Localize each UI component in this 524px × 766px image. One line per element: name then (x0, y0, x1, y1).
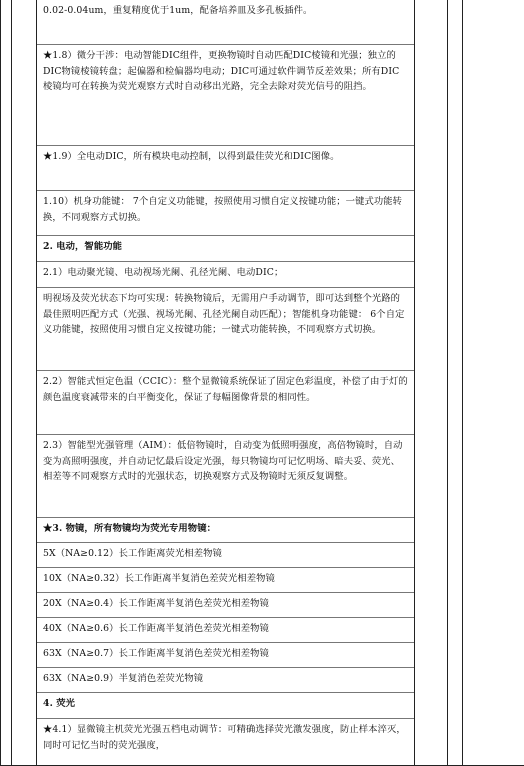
spec-paragraph: 0.02-0.04um，重复精度优于1um，配备培养皿及多孔板插件。 (37, 0, 414, 45)
remarks-column-cell (463, 0, 524, 766)
unit-column-cell (448, 0, 463, 766)
spec-paragraph: 2.1）电动聚光镜、电动视场光阑、孔径光阑、电动DIC； (37, 262, 414, 288)
spec-paragraph: 2.2）智能式恒定色温（CCIC）：整个显微镜系统保证了固定色彩温度，补偿了由于灯的颜色温度衰减带来的白平衡变化，保证了每幅图像背景的相同性。 (37, 371, 414, 435)
spec-paragraph: 明视场及荧光状态下均可实现：转换物镜后，无需用户手动调节，即可达到整个光路的最佳照明匹配方式（光强、视场光阑、孔径光阑自动匹配）；智能机身功能键： 6个自定义功能键，按照使用习惯自定义按键功能；一键式功能转换，不同观察方式切换。 (37, 288, 414, 371)
quantity-column-cell (415, 0, 448, 766)
section-heading: 2. 电动，智能功能 (37, 236, 414, 262)
objective-item: 63X（NA≥0.9）半复消色差荧光物镜 (37, 668, 414, 693)
objective-item: 63X（NA≥0.7）长工作距离半复消色差荧光相差物镜 (37, 643, 414, 668)
spec-paragraph: ★4.1）显微镜主机荧光光强五档电动调节：可精确选择荧光激发强度，防止样本淬灭，同时可记忆当时的荧光强度， (37, 719, 414, 765)
spec-paragraph: ★1.8）微分干涉：电动智能DIC组件，更换物镜时自动匹配DIC棱镜和光强；独立的DIC物镜棱镜转盘；起偏器和检偏器均电动；DIC可通过软件调节反差效果；所有DIC棱镜均可在转换为荧光观察方式时自动移出光路，完全去除对荧光信号的阻挡。 (37, 45, 414, 146)
spec-paragraph: ★1.9）全电动DIC，所有模块电动控制，以得到最佳荧光和DIC图像。 (37, 146, 414, 191)
objective-item: 10X（NA≥0.32）长工作距离半复消色差荧光相差物镜 (37, 568, 414, 593)
spec-paragraph: 1.10）机身功能键： 7个自定义功能键，按照使用习惯自定义按键功能；一键式功能转换，不同观察方式切换。 (37, 191, 414, 236)
objective-item: 40X（NA≥0.6）长工作距离半复消色差荧光相差物镜 (37, 618, 414, 643)
index-column-cell (1, 0, 12, 766)
item-column-cell (12, 0, 37, 766)
section-heading: ★3. 物镜，所有物镜均为荧光专用物镜： (37, 518, 414, 543)
section-heading: 4. 荧光 (37, 693, 414, 719)
objective-item: 5X（NA≥0.12）长工作距离荧光相差物镜 (37, 543, 414, 568)
spec-paragraph: 2.3）智能型光强管理（AIM）：低倍物镜时，自动变为低照明强度，高倍物镜时，自动变为高照明强度，并自动记忆最后设定光强，每只物镜均可记忆明场、暗夫妥、荧光、相差等不同观察方式时的光强状态，切换观察方式及物镜时无须反复调整。 (37, 435, 414, 518)
requirements-cell (37, 0, 415, 766)
objective-item: 20X（NA≥0.4）长工作距离半复消色差荧光相差物镜 (37, 593, 414, 618)
